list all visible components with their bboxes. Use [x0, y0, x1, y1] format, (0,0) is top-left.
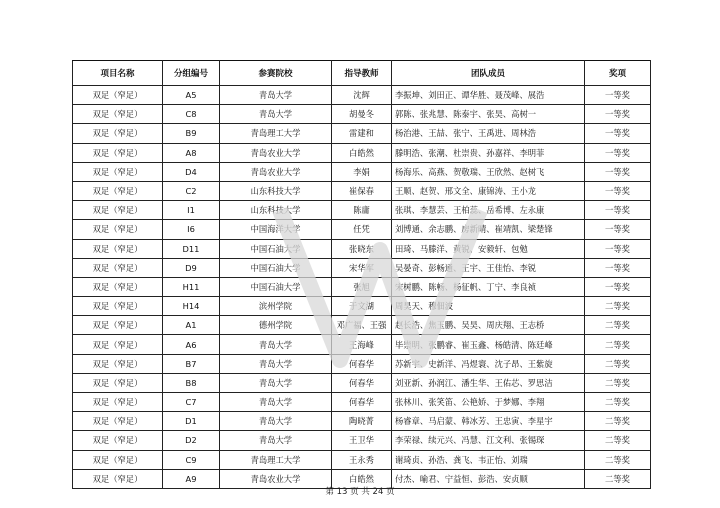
advisor-cell: 王卫华: [332, 431, 392, 450]
advisor-cell: 王海峰: [332, 335, 392, 354]
advisor-cell: 任凭: [332, 220, 392, 239]
team-members-cell: 刘博通、余志鹏、房新晴、崔靖凯、梁楚锋: [392, 220, 585, 239]
group-number-cell: A6: [163, 335, 220, 354]
award-cell: 二等奖: [585, 431, 651, 450]
award-cell: 二等奖: [585, 373, 651, 392]
school-cell: 德州学院: [220, 316, 332, 335]
award-cell: 一等奖: [585, 86, 651, 105]
team-members-cell: 郭陈、张兆慧、陈泰宇、张昊、高树一: [392, 105, 585, 124]
award-cell: 一等奖: [585, 143, 651, 162]
team-members-cell: 杨海乐、高燕、贺敬瑞、王欣然、赵树飞: [392, 162, 585, 181]
header-advisor: 指导教师: [332, 61, 392, 86]
project-name-cell: 双足（窄足）: [73, 393, 163, 412]
advisor-cell: 何春华: [332, 354, 392, 373]
table-row: [73, 412, 651, 431]
advisor-cell: 何春华: [332, 373, 392, 392]
group-number-cell: D9: [163, 258, 220, 277]
project-name-cell: 双足（窄足）: [73, 277, 163, 296]
advisor-cell: 何春华: [332, 393, 392, 412]
school-cell: 中国石油大学: [220, 239, 332, 258]
table-row: [73, 335, 651, 354]
advisor-cell: 张晓东: [332, 239, 392, 258]
project-name-cell: 双足（窄足）: [73, 335, 163, 354]
advisor-cell: 白皓然: [332, 469, 392, 488]
award-cell: 一等奖: [585, 277, 651, 296]
group-number-cell: C7: [163, 393, 220, 412]
project-name-cell: 双足（窄足）: [73, 469, 163, 488]
advisor-cell: 王永秀: [332, 450, 392, 469]
school-cell: 青岛农业大学: [220, 143, 332, 162]
team-members-cell: 田琦、马滕洋、黄锐、安毅轩、包勉: [392, 239, 585, 258]
school-cell: 青岛理工大学: [220, 450, 332, 469]
team-members-cell: 李荣禄、续元兴、冯慧、江文利、张锡琛: [392, 431, 585, 450]
table-row: [73, 181, 651, 200]
award-cell: 一等奖: [585, 220, 651, 239]
advisor-cell: 宋华军: [332, 258, 392, 277]
award-cell: 一等奖: [585, 105, 651, 124]
school-cell: 青岛大学: [220, 373, 332, 392]
team-members-cell: 周昊天、穆佃波: [392, 297, 585, 316]
header-award: 奖项: [585, 61, 651, 86]
team-members-cell: 付杰、喻君、宁益恒、彭浩、安贞顺: [392, 469, 585, 488]
awards-table: [72, 60, 651, 489]
group-number-cell: D11: [163, 239, 220, 258]
table-row: [73, 143, 651, 162]
project-name-cell: 双足（窄足）: [73, 181, 163, 200]
team-members-cell: 赵长浩、焦玉鹏、吴昊、周庆翔、王志桥: [392, 316, 585, 335]
advisor-cell: 张旭: [332, 277, 392, 296]
table-row: [73, 277, 651, 296]
school-cell: 青岛大学: [220, 86, 332, 105]
group-number-cell: I1: [163, 201, 220, 220]
group-number-cell: B7: [163, 354, 220, 373]
table-row: [73, 220, 651, 239]
advisor-cell: 陶晓菁: [332, 412, 392, 431]
project-name-cell: 双足（窄足）: [73, 258, 163, 277]
table-row: [73, 258, 651, 277]
school-cell: 青岛大学: [220, 431, 332, 450]
advisor-cell: 李娟: [332, 162, 392, 181]
advisor-cell: 邓广福、王强: [332, 316, 392, 335]
table-row: [73, 201, 651, 220]
team-members-cell: 吴晏奇、彭畅通、王宇、王佳怡、李锐: [392, 258, 585, 277]
school-cell: 滨州学院: [220, 297, 332, 316]
group-number-cell: H11: [163, 277, 220, 296]
group-number-cell: H14: [163, 297, 220, 316]
header-team-members: 团队成员: [392, 61, 585, 86]
group-number-cell: I6: [163, 220, 220, 239]
school-cell: 中国石油大学: [220, 277, 332, 296]
school-cell: 青岛大学: [220, 412, 332, 431]
school-cell: 青岛大学: [220, 105, 332, 124]
award-cell: 二等奖: [585, 335, 651, 354]
team-members-cell: 李振坤、刘田正、谭华胜、聂茂峰、展浩: [392, 86, 585, 105]
school-cell: 中国海洋大学: [220, 220, 332, 239]
header-group-number: 分组编号: [163, 61, 220, 86]
award-cell: 二等奖: [585, 354, 651, 373]
project-name-cell: 双足（窄足）: [73, 297, 163, 316]
team-members-cell: 毕崇明、张鹏睿、崔玉鑫、杨皓清、陈廷峰: [392, 335, 585, 354]
team-members-cell: 张林川、张笑笛、公艳娇、于梦娜、李翔: [392, 393, 585, 412]
table-row: [73, 162, 651, 181]
table-row: [73, 124, 651, 143]
school-cell: 青岛大学: [220, 335, 332, 354]
project-name-cell: 双足（窄足）: [73, 431, 163, 450]
table-row: [73, 450, 651, 469]
group-number-cell: B9: [163, 124, 220, 143]
team-members-cell: 滕明浩、张潮、杜崇贵、孙嘉祥、李明菲: [392, 143, 585, 162]
award-cell: 二等奖: [585, 297, 651, 316]
group-number-cell: B8: [163, 373, 220, 392]
project-name-cell: 双足（窄足）: [73, 201, 163, 220]
project-name-cell: 双足（窄足）: [73, 86, 163, 105]
table-row: [73, 431, 651, 450]
project-name-cell: 双足（窄足）: [73, 162, 163, 181]
award-cell: 二等奖: [585, 450, 651, 469]
table-header-row: [73, 61, 651, 86]
table-row: [73, 354, 651, 373]
team-members-cell: 张琪、李慧芸、王柏蕊、岳希博、左永康: [392, 201, 585, 220]
project-name-cell: 双足（窄足）: [73, 143, 163, 162]
project-name-cell: 双足（窄足）: [73, 105, 163, 124]
advisor-cell: 于文湖: [332, 297, 392, 316]
school-cell: 青岛农业大学: [220, 162, 332, 181]
team-members-cell: 王顺、赵贺、邢文全、康锦涛、王小龙: [392, 181, 585, 200]
award-cell: 一等奖: [585, 124, 651, 143]
award-cell: 二等奖: [585, 412, 651, 431]
group-number-cell: A8: [163, 143, 220, 162]
school-cell: 青岛大学: [220, 393, 332, 412]
table-row: [73, 316, 651, 335]
award-cell: 一等奖: [585, 162, 651, 181]
table-row: [73, 393, 651, 412]
team-members-cell: 谢琦贞、孙浩、龚飞、韦正怡、刘瑞: [392, 450, 585, 469]
group-number-cell: A9: [163, 469, 220, 488]
school-cell: 山东科技大学: [220, 201, 332, 220]
advisor-cell: 雷建和: [332, 124, 392, 143]
advisor-cell: 胡曼冬: [332, 105, 392, 124]
project-name-cell: 双足（窄足）: [73, 412, 163, 431]
project-name-cell: 双足（窄足）: [73, 239, 163, 258]
project-name-cell: 双足（窄足）: [73, 124, 163, 143]
group-number-cell: D1: [163, 412, 220, 431]
advisor-cell: 白皓然: [332, 143, 392, 162]
award-cell: 一等奖: [585, 181, 651, 200]
school-cell: 中国石油大学: [220, 258, 332, 277]
team-members-cell: 宋树鹏、陈畅、杨征帆、丁宁、李良祯: [392, 277, 585, 296]
team-members-cell: 苏新宇、史新洋、冯煜寰、沈子昂、王紫旋: [392, 354, 585, 373]
team-members-cell: 杨治港、王喆、张宁、王禹进、周林浩: [392, 124, 585, 143]
school-cell: 青岛理工大学: [220, 124, 332, 143]
group-number-cell: D4: [163, 162, 220, 181]
team-members-cell: 刘亚新、孙润江、潘生华、王佑芯、罗思洁: [392, 373, 585, 392]
advisor-cell: 陈庸: [332, 201, 392, 220]
group-number-cell: C9: [163, 450, 220, 469]
header-school: 参赛院校: [220, 61, 332, 86]
school-cell: 青岛大学: [220, 354, 332, 373]
page-number: 第 13 页 共 24 页: [325, 487, 395, 497]
award-cell: 二等奖: [585, 316, 651, 335]
school-cell: 青岛农业大学: [220, 469, 332, 488]
table-row: [73, 105, 651, 124]
table-row: [73, 239, 651, 258]
table-row: [73, 297, 651, 316]
table-row: [73, 86, 651, 105]
advisor-cell: 崔保春: [332, 181, 392, 200]
header-project-name: 项目名称: [73, 61, 163, 86]
project-name-cell: 双足（窄足）: [73, 354, 163, 373]
award-cell: 二等奖: [585, 469, 651, 488]
team-members-cell: 杨睿章、马启蒙、韩冰芳、王忠寅、李星宇: [392, 412, 585, 431]
project-name-cell: 双足（窄足）: [73, 373, 163, 392]
table-body: [73, 86, 651, 489]
project-name-cell: 双足（窄足）: [73, 316, 163, 335]
school-cell: 山东科技大学: [220, 181, 332, 200]
group-number-cell: C2: [163, 181, 220, 200]
award-cell: 一等奖: [585, 239, 651, 258]
advisor-cell: 沈辉: [332, 86, 392, 105]
award-cell: 一等奖: [585, 201, 651, 220]
group-number-cell: A1: [163, 316, 220, 335]
award-cell: 二等奖: [585, 393, 651, 412]
project-name-cell: 双足（窄足）: [73, 450, 163, 469]
group-number-cell: C8: [163, 105, 220, 124]
project-name-cell: 双足（窄足）: [73, 220, 163, 239]
award-cell: 一等奖: [585, 258, 651, 277]
group-number-cell: A5: [163, 86, 220, 105]
table-row: [73, 373, 651, 392]
group-number-cell: D2: [163, 431, 220, 450]
